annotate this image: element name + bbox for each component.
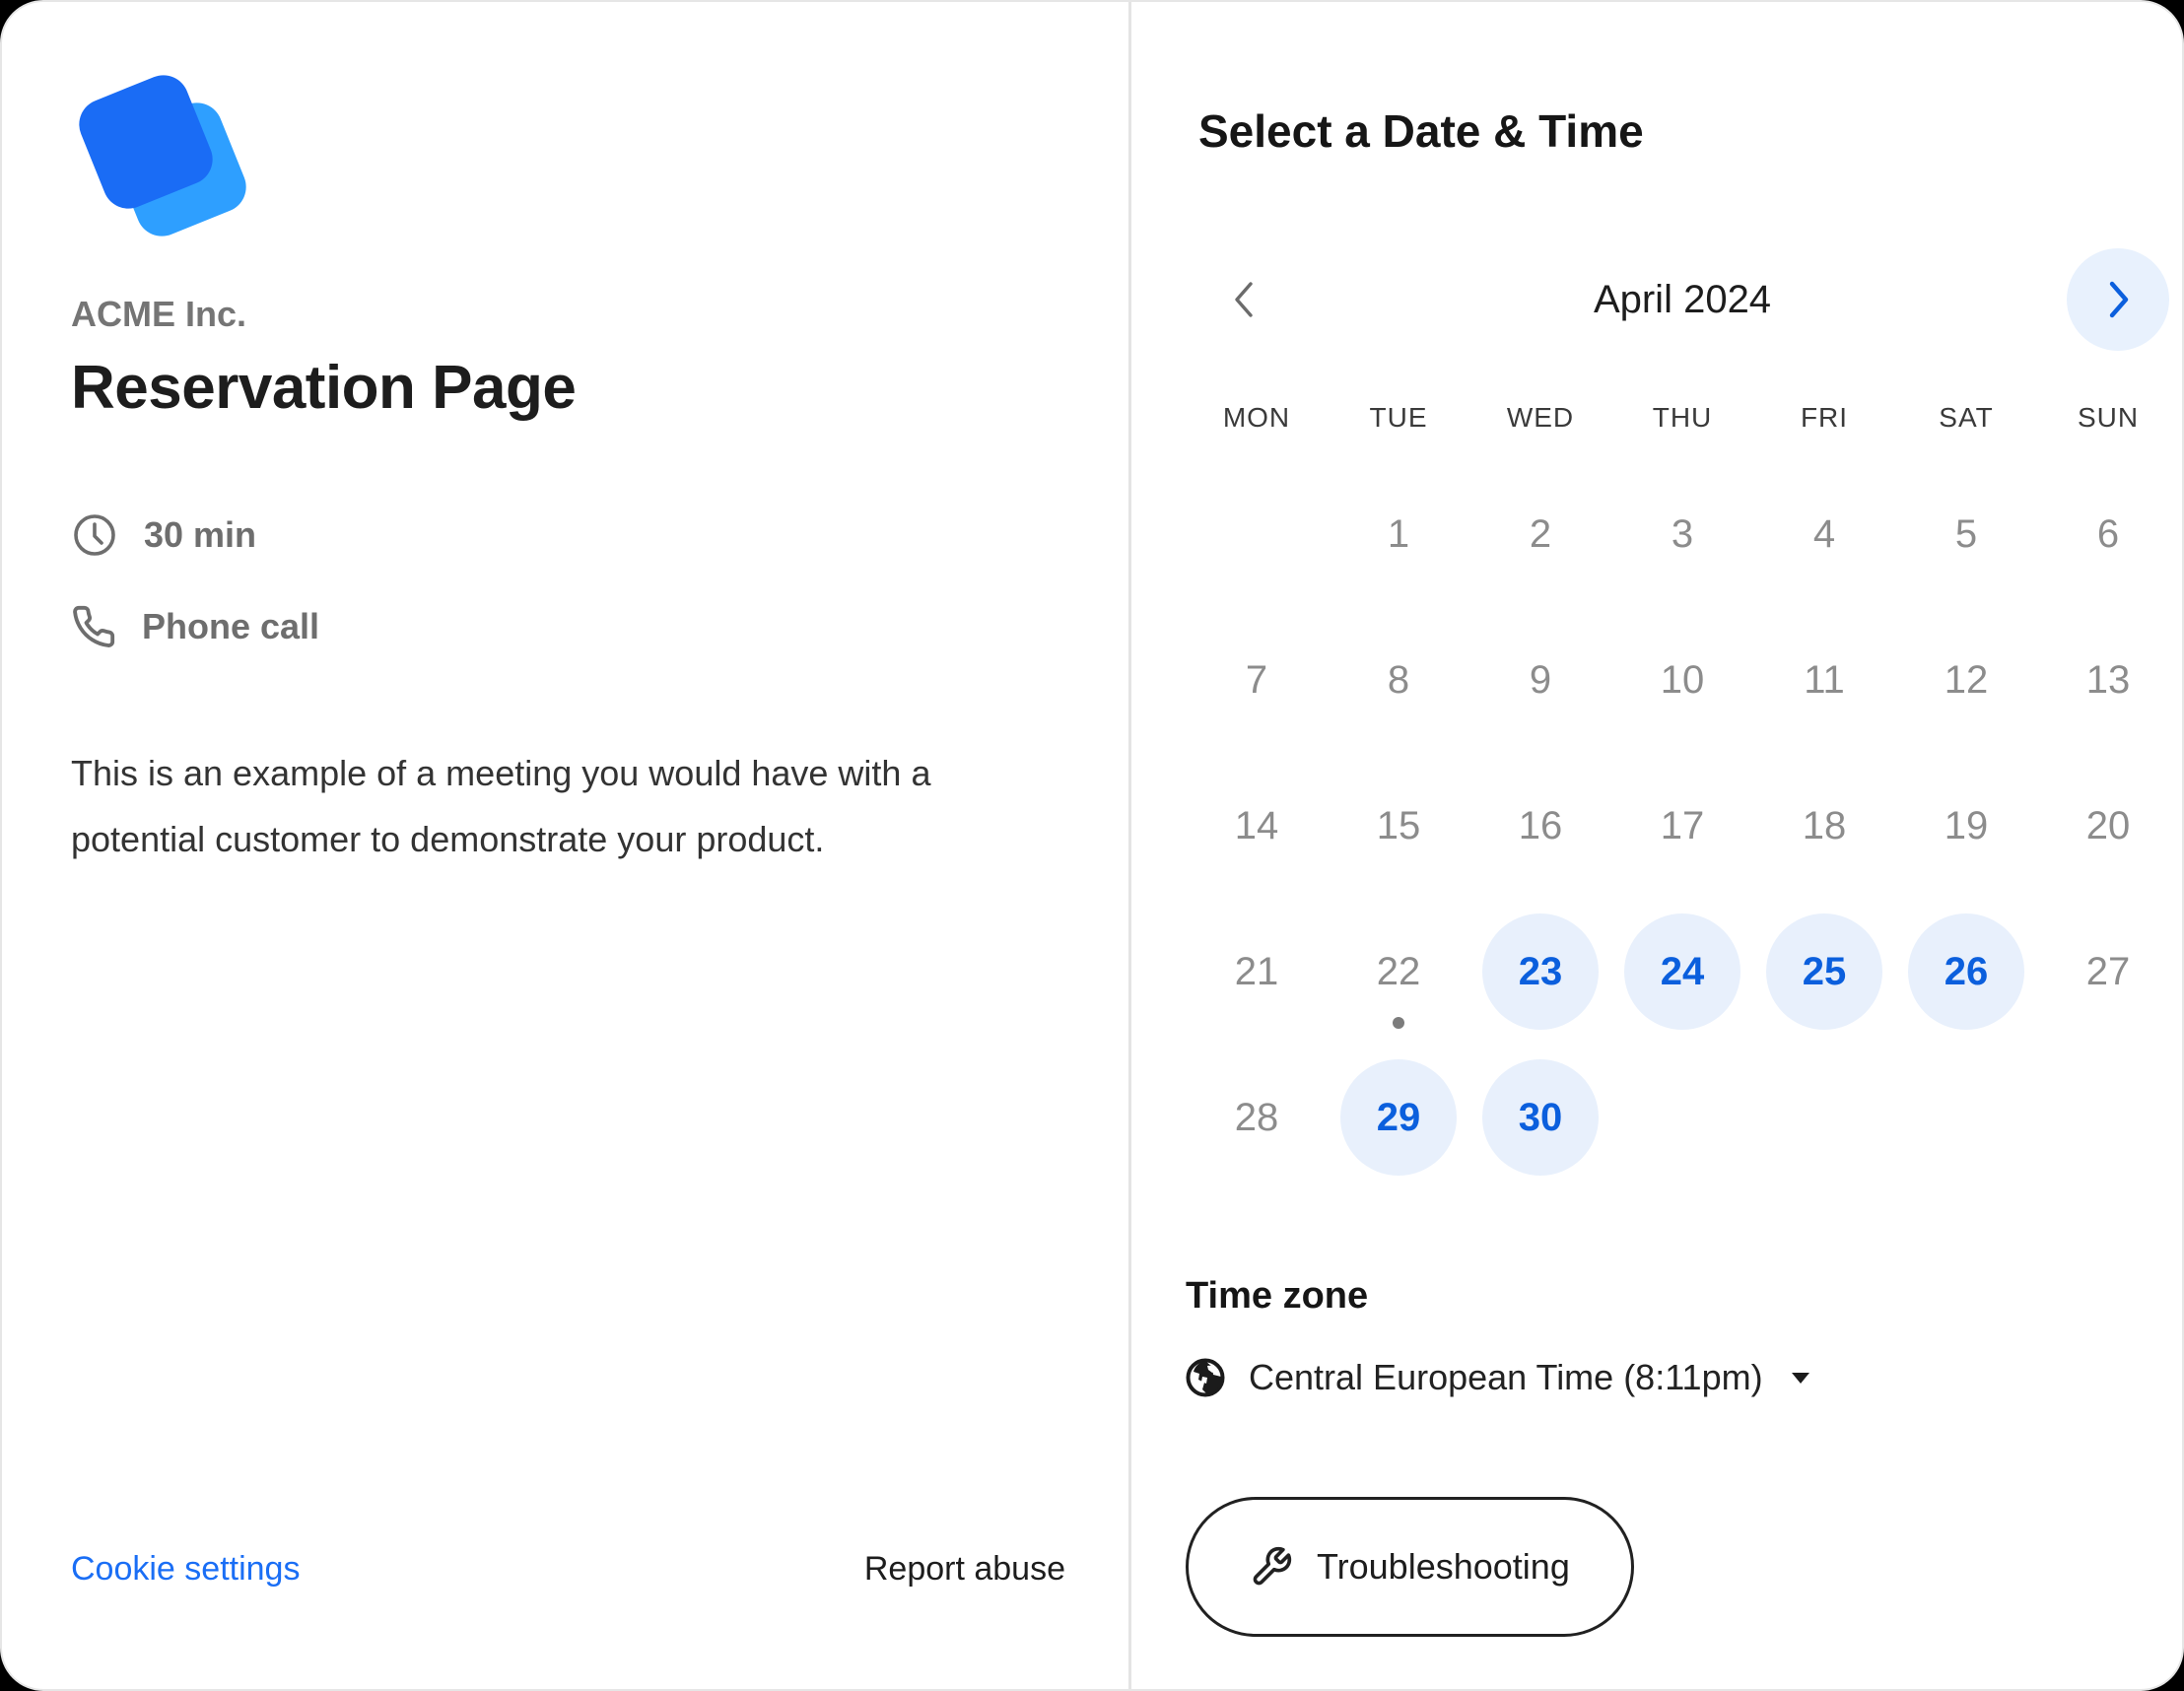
date-time-panel [1131,2,2182,1689]
day-number: 21 [1234,949,1279,993]
caret-down-icon [1791,1372,1810,1385]
calendar-day-25[interactable] [1753,899,1895,1045]
calendar-day-10 [1611,607,1753,753]
calendar-nav [1186,248,2179,351]
calendar-day-empty [1753,1045,1895,1190]
timezone-heading: Time zone [1186,1275,1369,1317]
meeting-type-row [71,604,1059,649]
dow-wed: WED [1506,402,1575,433]
day-number: 24 [1660,949,1705,993]
company-logo [83,79,250,244]
calendar-day-28 [1186,1045,1328,1190]
calendar-day-26[interactable] [1895,899,2037,1045]
day-number: 6 [2096,511,2120,556]
wrench-icon [1250,1545,1293,1589]
calendar-day-15 [1328,753,1469,899]
event-description: This is an example of a meeting you would have with a potential customer to demonstrate your product. [71,753,931,859]
calendar-day-24[interactable] [1611,899,1753,1045]
day-number: 23 [1518,949,1563,993]
event-meta [71,511,1059,649]
company-name: ACME Inc. [71,294,247,334]
dow-fri: FRI [1800,402,1849,433]
day-number: 10 [1660,657,1705,702]
day-number: 22 [1376,949,1421,993]
meeting-type-label: Phone call [142,606,320,646]
calendar-grid [1186,461,2179,1190]
timezone-value: Central European Time (8:11pm) [1249,1357,1763,1397]
duration-row [71,511,1059,559]
troubleshooting-label: Troubleshooting [1317,1546,1570,1587]
calendar-day-9 [1469,607,1611,753]
day-number: 28 [1234,1095,1279,1139]
day-number: 15 [1376,803,1421,847]
calendar-day-4 [1753,461,1895,607]
calendar-day-1 [1328,461,1469,607]
calendar-day-empty [1186,461,1328,607]
day-number: 18 [1802,803,1847,847]
day-number: 5 [1954,511,1978,556]
day-number: 1 [1387,511,1410,556]
day-number: 11 [1804,657,1845,702]
calendar-day-6 [2037,461,2179,607]
day-number: 14 [1234,803,1279,847]
calendar-day-11 [1753,607,1895,753]
month-label: April 2024 [1593,277,1772,321]
day-number: 25 [1802,949,1847,993]
calendar-day-14 [1186,753,1328,899]
calendar-day-16 [1469,753,1611,899]
day-number: 4 [1812,511,1836,556]
day-of-week-header [1186,390,2179,445]
day-number: 29 [1376,1095,1421,1139]
globe-icon [1186,1358,1225,1397]
dow-sun: SUN [2077,402,2140,433]
calendar-day-empty [2037,1045,2179,1190]
chevron-right-icon [2098,278,2138,321]
day-number: 19 [1944,803,1989,847]
calendar-day-22 [1328,899,1469,1045]
calendar-day-13 [2037,607,2179,753]
calendar [1186,248,2179,1190]
troubleshooting-button[interactable] [1186,1497,1634,1637]
day-number: 26 [1944,949,1989,993]
day-number: 7 [1245,657,1268,702]
calendar-day-27 [2037,899,2179,1045]
calendar-day-21 [1186,899,1328,1045]
day-number: 3 [1671,511,1694,556]
dow-mon: MON [1222,402,1291,433]
cookie-settings-link[interactable]: Cookie settings [71,1550,301,1588]
scheduler-heading: Select a Date & Time [1198,105,1644,157]
day-number: 13 [2085,657,2131,702]
report-abuse-link[interactable]: Report abuse [863,1550,1065,1588]
clock-icon [71,511,118,559]
calendar-day-20 [2037,753,2179,899]
dow-thu: THU [1652,402,1713,433]
calendar-day-5 [1895,461,2037,607]
calendar-day-8 [1328,607,1469,753]
calendar-day-3 [1611,461,1753,607]
day-number: 2 [1529,511,1552,556]
timezone-selector[interactable] [1186,1357,1810,1398]
calendar-day-30[interactable] [1469,1045,1611,1190]
day-number: 12 [1944,657,1989,702]
calendar-day-empty [1611,1045,1753,1190]
calendar-day-17 [1611,753,1753,899]
day-number: 20 [2085,803,2131,847]
dow-tue: TUE [1369,402,1428,433]
calendar-day-23[interactable] [1469,899,1611,1045]
calendar-day-12 [1895,607,2037,753]
day-number: 9 [1529,657,1552,702]
calendar-day-2 [1469,461,1611,607]
calendar-day-18 [1753,753,1895,899]
calendar-day-29[interactable] [1328,1045,1469,1190]
today-indicator-dot [1393,1017,1404,1029]
calendar-day-19 [1895,753,2037,899]
day-number: 16 [1518,803,1563,847]
next-month-button[interactable] [2067,248,2169,351]
day-number: 8 [1387,657,1410,702]
day-number: 27 [2085,949,2131,993]
duration-label: 30 min [144,514,257,555]
event-info-panel [2,2,1131,1689]
calendar-day-empty [1895,1045,2037,1190]
day-number: 30 [1518,1095,1563,1139]
calendar-day-7 [1186,607,1328,753]
day-number: 17 [1660,803,1705,847]
page-title: Reservation Page [71,354,577,422]
dow-sat: SAT [1939,402,1994,433]
phone-icon [71,604,116,649]
